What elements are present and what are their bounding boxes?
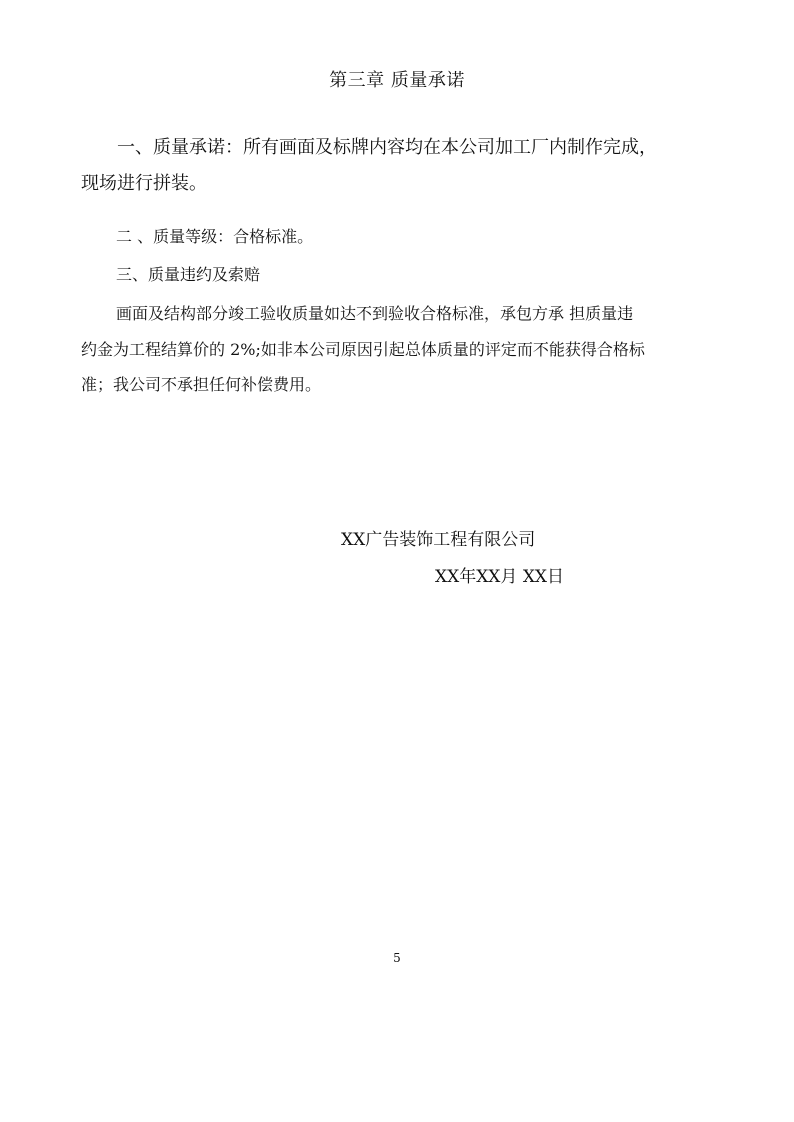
violation-body-line-1: 画面及结构部分竣工验收质量如达不到验收合格标准，承包方承 担质量违 [116,304,634,323]
quality-commitment-line-2: 现场进行拼装。 [81,173,207,194]
page-number: 5 [393,951,401,965]
chapter-title: 第三章 质量承诺 [329,70,465,91]
quality-commitment-line-1: 一、质量承诺：所有画面及标牌内容均在本公司加工厂内制作完成， [117,137,657,158]
signature-date: XX年XX月 XX日 [435,567,565,587]
violation-heading: 三、质量违约及索赔 [116,265,261,284]
violation-body-line-3: 准；我公司不承担任何补偿费用。 [81,375,322,394]
violation-body-line-2: 约金为工程结算价的 2%;如非本公司原因引起总体质量的评定而不能获得合格标 [81,340,645,359]
quality-grade: 二 、质量等级：合格标准。 [116,227,314,246]
company-name: XX广告装饰工程有限公司 [341,530,536,550]
